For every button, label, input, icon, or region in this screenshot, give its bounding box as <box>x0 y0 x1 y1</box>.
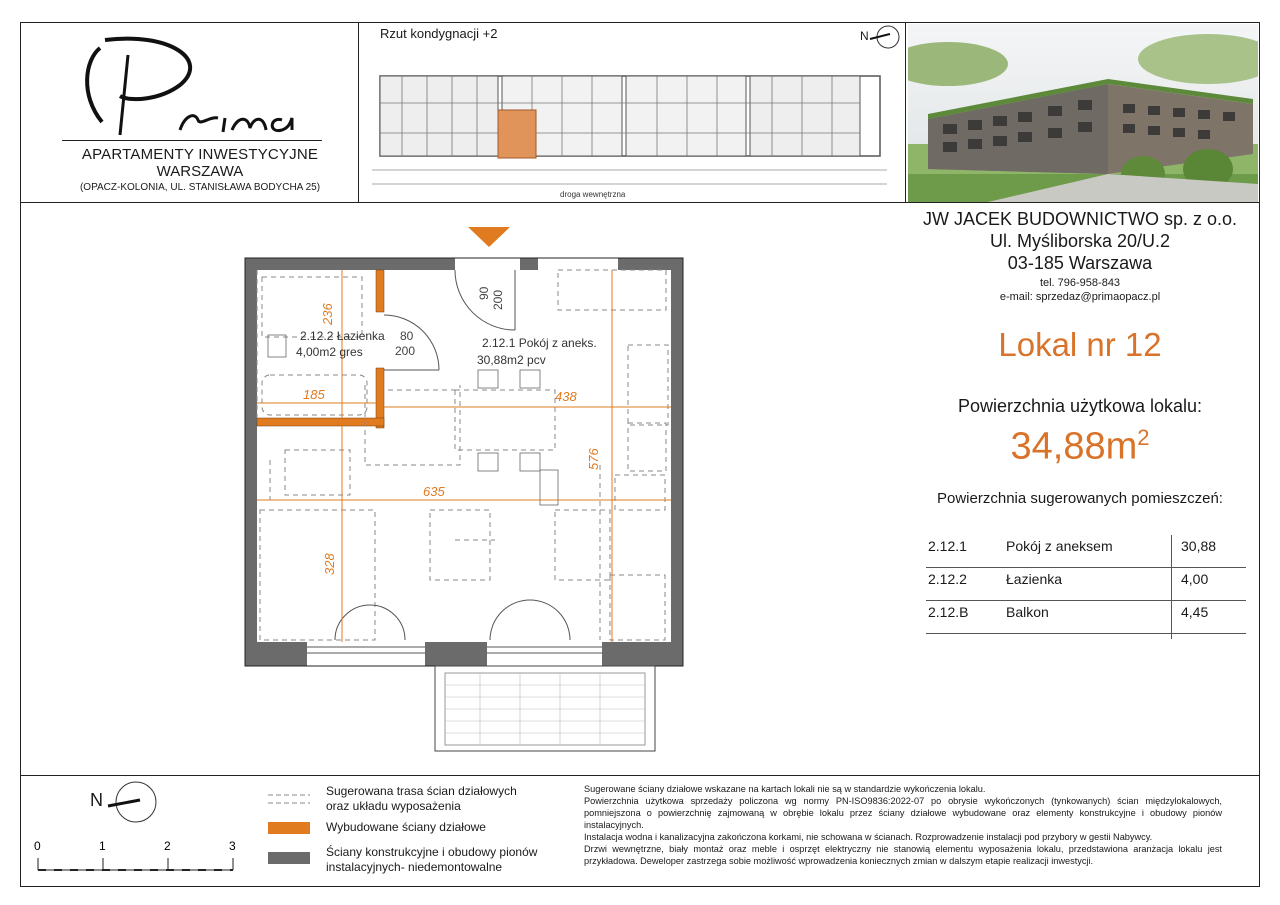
room-code: 2.12.1 <box>928 538 967 554</box>
rooms-label: Powierzchnia sugerowanych pomieszczeń: <box>937 490 1223 507</box>
logo-rule <box>62 140 322 141</box>
dim-576: 576 <box>586 448 601 470</box>
room-code: 2.12.B <box>928 604 969 620</box>
room-area: 4,45 <box>1181 604 1209 620</box>
room-name: Pokój z aneksem <box>1006 538 1113 554</box>
entrance-arrow-icon <box>468 227 510 247</box>
area-unit-sup: 2 <box>1137 425 1150 450</box>
header-right-divider <box>905 22 906 202</box>
keyplan-title: Rzut kondygnacji +2 <box>380 26 498 41</box>
dim-328: 328 <box>322 553 337 575</box>
room-area: 4,00 <box>1181 571 1209 587</box>
legend-orange-swatch <box>268 822 310 834</box>
room-name: Balkon <box>1006 604 1049 620</box>
header-left-divider <box>358 22 359 202</box>
header-divider <box>20 202 1260 203</box>
footer-divider <box>20 775 1260 776</box>
room-label2: 30,88m2 pcv <box>477 353 546 367</box>
legend-dashed-swatch <box>268 792 310 806</box>
company-info <box>905 208 1255 303</box>
notes <box>584 783 1222 867</box>
bath-label2: 4,00m2 gres <box>296 345 363 359</box>
company-phone: tel. 796-958-843 <box>1039 277 1121 289</box>
brand-address: (OPACZ-KOLONIA, UL. STANISŁAWA BODYCHA 25) <box>79 182 321 193</box>
room-code: 2.12.2 <box>928 571 967 587</box>
keyplan-road-label: droga wewnętrzna <box>560 190 626 199</box>
company-name: JW JACEK BUDOWNICTWO sp. z o.o. <box>922 209 1238 229</box>
brand-line2: WARSZAWA <box>156 163 244 180</box>
room-row <box>926 535 1246 568</box>
scale-tick: 0 <box>34 839 41 853</box>
brand-line1: APARTAMENTY INWESTYCYJNE <box>81 146 319 163</box>
company-email: e-mail: sprzedaz@primaopacz.pl <box>999 291 1161 303</box>
keyplan-north-icon <box>858 24 902 50</box>
legend-north-label: N <box>90 790 103 810</box>
balcony <box>435 666 655 751</box>
scale-tick: 2 <box>164 839 171 853</box>
keyplan-drawing <box>372 58 887 188</box>
room-area: 30,88 <box>1181 538 1217 554</box>
dim-236: 236 <box>320 303 335 325</box>
company-city: 03-185 Warszawa <box>1007 253 1153 273</box>
legend-item3-line2: instalacyjnych- niedemontowalne <box>326 860 503 874</box>
dim-635: 635 <box>423 484 445 499</box>
legend-item1-line1: Sugerowana trasa ścian działowych <box>326 784 517 798</box>
dim-438: 438 <box>555 389 577 404</box>
note-1: Sugerowane ściany działowe wskazane na kartach lokali nie są w standardzie wykończenia lokalu. <box>584 784 986 794</box>
company-street: Ul. Myśliborska 20/U.2 <box>989 231 1171 251</box>
area-value <box>905 425 1255 469</box>
room-separator <box>1171 601 1172 639</box>
legend-item1-line2: oraz układu wyposażenia <box>326 799 461 813</box>
room-name: Łazienka <box>1006 571 1063 587</box>
area-label: Powierzchnia użytkowa lokalu: <box>957 396 1203 416</box>
prima-logo <box>60 30 340 145</box>
legend-north-icon <box>90 780 160 830</box>
building-render-image <box>908 24 1258 202</box>
keyplan-north-label: N <box>860 29 869 43</box>
room-label1: 2.12.1 Pokój z aneks. <box>482 336 597 350</box>
door-dim-80: 80 <box>400 329 414 343</box>
note-4: Drzwi wewnętrzne, biały montaż oraz meble i osprzęt elektryczny nie stanowią elementu wyposażenia lokalu, przedstawiona aranżacja lokalu jest przykładowa. Deweloper zastrzega sobie możliwość wprowadzenia koniecznych zmian w dalszym etapie realizacji inwestycji. <box>584 844 1222 866</box>
rooms-table <box>926 535 1246 634</box>
note-3: Instalacja wodna i kanalizacyjna zakończona korkami, nie schowana w ścianach. Rozprowadzenie instalacji pod przybory w gestii Nabywcy. <box>584 832 1153 842</box>
area-number: 34,88m <box>1010 425 1138 468</box>
room-row <box>926 601 1246 634</box>
legend-item2: Wybudowane ściany działowe <box>326 820 486 834</box>
room-row <box>926 568 1246 601</box>
bath-label1: 2.12.2 Łazienka <box>300 329 385 343</box>
floor-plan <box>240 225 685 760</box>
legend-item3-line1: Ściany konstrukcyjne i obudowy pionów <box>326 845 538 859</box>
scale-bar <box>30 838 250 883</box>
door-dim-200a: 200 <box>491 289 505 310</box>
structural-walls <box>245 258 683 666</box>
scale-tick: 3 <box>229 839 236 853</box>
unit-title: Lokal nr 12 <box>998 326 1162 363</box>
note-2: Powierzchnia użytkowa sprzedaży policzona wg normy PN-ISO9836:2022-07 po obrysie wykończonych (tynkowanych) ścian międzylokalowych, pomniejszona o powierzchnię zajmowaną w obrębie lokalu przez ściany działowe wybudowane oraz elementy konstrukcyjne i obudowy pionów instalacyjnych. <box>584 796 1222 830</box>
scale-tick: 1 <box>99 839 106 853</box>
legend-gray-swatch <box>268 852 310 864</box>
door-dim-200b: 200 <box>395 344 416 358</box>
door-dim-90: 90 <box>477 286 491 300</box>
dim-185: 185 <box>303 387 325 402</box>
